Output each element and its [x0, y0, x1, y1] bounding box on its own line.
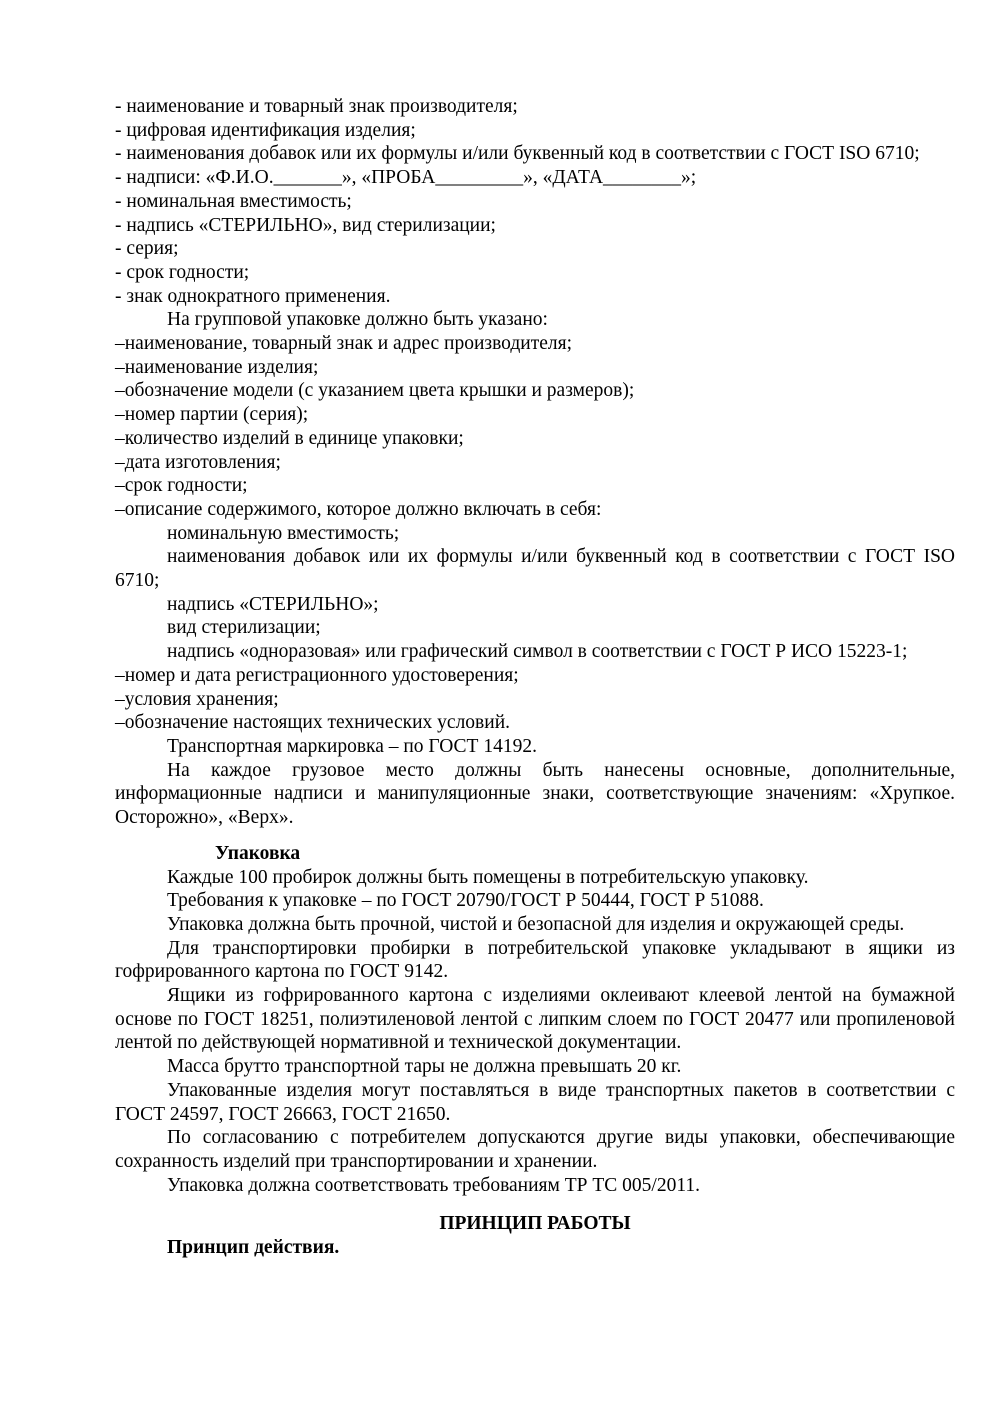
sub-list-item: надпись «одноразовая» или графический символ в соответствии с ГОСТ Р ИСО 15223-1; [167, 641, 908, 663]
paragraph: Масса брутто транспортной тары не должна превышать 20 кг. [167, 1056, 682, 1078]
paragraph: Для транспортировки пробирки в потребительской упаковке укладывают в ящики из гофрированного картона по ГОСТ 9142. [115, 937, 955, 983]
list-item: –срок годности; [115, 475, 248, 497]
sub-list-item: наименования добавок или их формулы и/или буквенный код в соответствии с ГОСТ ISO 6710; [115, 546, 955, 592]
paragraph: Требования к упаковке – по ГОСТ 20790/ГОСТ Р 50444, ГОСТ Р 51088. [167, 890, 764, 912]
list-item: –обозначение настоящих технических условий. [115, 712, 510, 734]
paragraph-cargo-marking: На каждое грузовое место должны быть нанесены основные, дополнительные, информационные надписи и манипуляционные знаки, соответствующие значениям: «Хрупкое. Осторожно», «Верх». [115, 759, 955, 829]
list-item: - надписи: «Ф.И.О._______», «ПРОБА_________», «ДАТА________»; [115, 167, 697, 189]
list-item: - срок годности; [115, 261, 250, 283]
list-item: - наименования добавок или их формулы и/или буквенный код в соответствии с ГОСТ ISO 6710; [115, 143, 920, 165]
paragraph: По согласованию с потребителем допускаются другие виды упаковки, обеспечивающие сохранность изделий при транспортировании и хранении. [115, 1127, 955, 1172]
list-item: - надпись «СТЕРИЛЬНО», вид стерилизации; [115, 214, 496, 236]
list-item: –дата изготовления; [115, 451, 281, 473]
paragraph: Упаковка должна соответствовать требованиям ТР ТС 005/2011. [167, 1174, 700, 1196]
list-item: - наименование и товарный знак производителя; [115, 96, 518, 117]
list-item: - серия; [115, 238, 179, 260]
list-item: –номер и дата регистрационного удостоверения; [115, 664, 519, 686]
list-item: –номер партии (серия); [115, 404, 309, 426]
paragraph: Ящики из гофрированного картона с изделиями оклеивают клеевой лентой на бумажной основе по ГОСТ 18251, полиэтиленовой лентой с липким слоем по ГОСТ 20477 или пропиленовой лентой по действующей нормативной и технической документации. [115, 985, 955, 1054]
paragraph-transport-marking: Транспортная маркировка – по ГОСТ 14192. [167, 735, 537, 757]
sub-list-item: надпись «СТЕРИЛЬНО»; [167, 593, 379, 615]
paragraph-group-intro: На групповой упаковке должно быть указано: [167, 309, 548, 331]
paragraph: Каждые 100 пробирок должны быть помещены в потребительскую упаковку. [167, 866, 809, 888]
list-item: –количество изделий в единице упаковки; [115, 427, 464, 449]
list-item: - цифровая идентификация изделия; [115, 119, 416, 141]
sub-list-item: номинальную вместимость; [167, 522, 400, 544]
list-item: –обозначение модели (с указанием цвета крышки и размеров); [115, 380, 635, 402]
document-content [115, 95, 955, 1260]
list-item: –наименование изделия; [115, 356, 319, 378]
section-heading-packaging: Упаковка [215, 842, 301, 864]
list-item: - номинальная вместимость; [115, 190, 352, 212]
section-heading-principle: ПРИНЦИП РАБОТЫ [439, 1213, 631, 1235]
sub-list-item: вид стерилизации; [167, 617, 321, 639]
list-item: –наименование, товарный знак и адрес производителя; [115, 333, 572, 355]
paragraph: Упаковка должна быть прочной, чистой и безопасной для изделия и окружающей среды. [167, 913, 905, 935]
list-item: –описание содержимого, которое должно включать в себя: [115, 498, 602, 520]
list-item: –условия хранения; [115, 688, 279, 710]
list-item: - знак однократного применения. [115, 285, 391, 307]
subsection-heading-principle-action: Принцип действия. [167, 1237, 340, 1259]
paragraph: Упакованные изделия могут поставляться в виде транспортных пакетов в соответствии с ГОСТ 24597, ГОСТ 26663, ГОСТ 21650. [115, 1079, 955, 1125]
